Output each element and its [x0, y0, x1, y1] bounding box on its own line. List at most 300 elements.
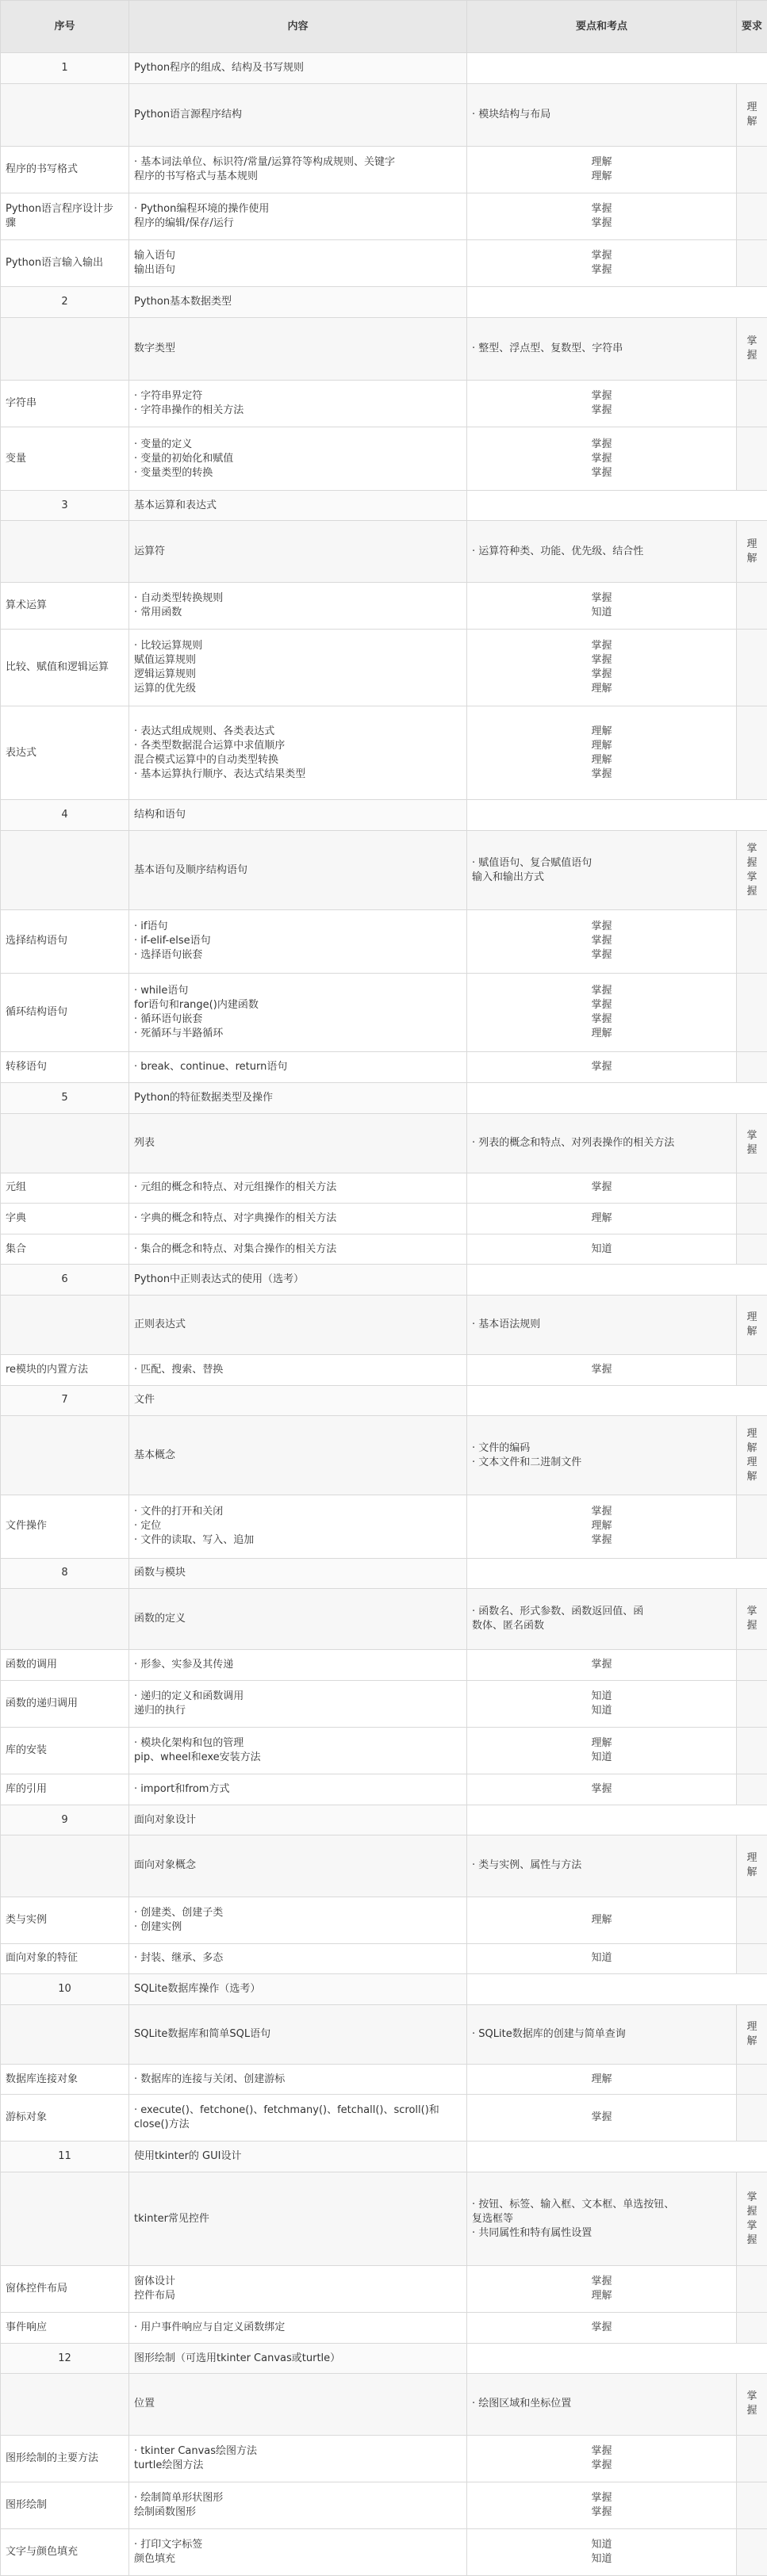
empty-cell — [1, 1296, 129, 1355]
empty-cell — [467, 53, 767, 84]
level-cell — [467, 1204, 737, 1234]
subtopic-name: 图形绘制 — [1, 2482, 129, 2528]
empty-cell — [467, 1974, 767, 2005]
requirement-cell — [737, 1113, 767, 1173]
topic-title: 运算符 — [129, 521, 467, 582]
subtopic-row — [1, 1495, 767, 1558]
topic-title: Python语言源程序结构 — [129, 83, 467, 146]
empty-cell — [737, 1495, 767, 1558]
empty-cell — [467, 2343, 767, 2374]
level-cell — [467, 2266, 737, 2313]
level-cell — [467, 1681, 737, 1728]
level-cell — [467, 1650, 737, 1681]
level-cell — [467, 2435, 737, 2482]
point-line: · 基本语法规则 — [472, 1318, 541, 1330]
syllabus-body — [1, 53, 767, 2576]
subtopic-name: 面向对象的特征 — [1, 1943, 129, 1974]
chapter-number: 6 — [1, 1265, 129, 1296]
level-text: 理解 — [591, 683, 612, 695]
level-text: 掌握 — [591, 1782, 612, 1795]
empty-cell — [737, 240, 767, 287]
subtopic-name: 循环结构语句 — [1, 973, 129, 1052]
level-text: 知道 — [591, 1705, 612, 1717]
level-text: 掌握 — [591, 1506, 612, 1518]
empty-cell — [467, 800, 767, 831]
empty-cell — [1, 2004, 129, 2064]
subtopic-row — [1, 2095, 767, 2142]
level-cell — [467, 582, 737, 629]
level-text: 掌握 — [591, 390, 612, 403]
requirement-cell — [737, 1835, 767, 1897]
level-text: 理解 — [591, 2290, 612, 2302]
point-line: · 基本运算执行顺序、表达式结果类型 — [134, 767, 306, 780]
point-line: · while语句 — [134, 984, 189, 997]
empty-cell — [737, 629, 767, 706]
subtopic-points — [129, 1681, 467, 1728]
level-cell — [467, 910, 737, 973]
level-text: 掌握 — [591, 1181, 612, 1194]
subtopic-points — [129, 2528, 467, 2575]
subtopic-points — [129, 1495, 467, 1558]
level-cell — [467, 2095, 737, 2142]
level-cell — [467, 2482, 737, 2528]
level-text: 掌握 — [591, 640, 612, 653]
topic-row — [1, 1296, 767, 1355]
point-line: · tkinter Canvas绘图方法 — [134, 2444, 258, 2457]
point-line: 赋值运算规则 — [134, 654, 197, 667]
empty-cell — [467, 1558, 767, 1589]
subtopic-points — [129, 1943, 467, 1974]
subtopic-name: 程序的书写格式 — [1, 147, 129, 193]
subtopic-row — [1, 1354, 767, 1385]
topic-row — [1, 2172, 767, 2266]
empty-cell — [737, 973, 767, 1052]
point-line: · 常用函数 — [134, 606, 182, 618]
empty-cell — [737, 1173, 767, 1204]
empty-cell — [737, 1650, 767, 1681]
level-text: 理解 — [591, 1027, 612, 1039]
empty-cell — [737, 1354, 767, 1385]
empty-cell — [737, 1774, 767, 1805]
requirement-cell — [737, 1416, 767, 1495]
subtopic-points — [129, 1774, 467, 1805]
subtopic-name: 事件响应 — [1, 2313, 129, 2344]
level-cell — [467, 2528, 737, 2575]
requirement-char: 握 — [746, 885, 757, 898]
chapter-title: Python的特征数据类型及操作 — [129, 1083, 467, 1114]
subtopic-row — [1, 629, 767, 706]
point-line: 窗体设计 — [134, 2276, 176, 2288]
topic-title: 正则表达式 — [129, 1296, 467, 1355]
subtopic-row — [1, 1728, 767, 1774]
point-line: · 创建实例 — [134, 1920, 182, 1933]
chapter-row — [1, 53, 767, 84]
level-text: 掌握 — [591, 2444, 612, 2457]
chapter-number: 4 — [1, 800, 129, 831]
header-points: 要点和考点 — [467, 1, 737, 53]
topic-points — [467, 317, 737, 380]
subtopic-row — [1, 582, 767, 629]
requirement-char: 握 — [746, 350, 757, 362]
subtopic-row — [1, 910, 767, 973]
level-cell — [467, 1774, 737, 1805]
level-cell — [467, 1173, 737, 1204]
point-line: 程序的编辑/保存/运行 — [134, 217, 234, 230]
point-line: · 选择语句嵌套 — [134, 949, 203, 962]
level-text: 掌握 — [591, 1363, 612, 1376]
level-cell — [467, 2064, 737, 2095]
requirement-char: 解 — [746, 1470, 757, 1483]
topic-title: 面向对象概念 — [129, 1835, 467, 1897]
subtopic-row — [1, 1943, 767, 1974]
level-text: 掌握 — [591, 250, 612, 262]
topic-title: SQLite数据库和简单SQL语句 — [129, 2004, 467, 2064]
point-line: · 文件的编码 — [472, 1441, 531, 1454]
point-line: 颜色填充 — [134, 2552, 176, 2565]
point-line: · 用户事件响应与自定义函数绑定 — [134, 2321, 286, 2333]
empty-cell — [737, 910, 767, 973]
level-text: 掌握 — [591, 767, 612, 780]
subtopic-points — [129, 2095, 467, 2142]
chapter-number: 8 — [1, 1558, 129, 1589]
subtopic-row — [1, 2435, 767, 2482]
level-cell — [467, 427, 737, 490]
subtopic-name: 比较、赋值和逻辑运算 — [1, 629, 129, 706]
requirement-cell — [737, 2004, 767, 2064]
requirement-char: 握 — [746, 2205, 757, 2218]
subtopic-points — [129, 629, 467, 706]
level-cell — [467, 240, 737, 287]
empty-cell — [467, 1385, 767, 1416]
level-text: 掌握 — [591, 2491, 612, 2504]
subtopic-name: 字典 — [1, 1204, 129, 1234]
point-line: · 文件的读取、写入、追加 — [134, 1534, 255, 1547]
empty-cell — [467, 2142, 767, 2172]
topic-points — [467, 1835, 737, 1897]
chapter-row — [1, 1974, 767, 2005]
level-text: 掌握 — [591, 1012, 612, 1025]
chapter-title: 使用tkinter的 GUI设计 — [129, 2142, 467, 2172]
point-line: · import和from方式 — [134, 1782, 230, 1795]
point-line: pip、wheel和exe安装方法 — [134, 1751, 261, 1764]
point-line: · 运算符种类、功能、优先级、结合性 — [472, 545, 644, 557]
chapter-row — [1, 2142, 767, 2172]
subtopic-row — [1, 1204, 767, 1234]
chapter-row — [1, 1805, 767, 1835]
point-line: · 循环语句嵌套 — [134, 1012, 203, 1025]
level-cell — [467, 706, 737, 800]
topic-points — [467, 2172, 737, 2266]
point-line: · break、continue、return语句 — [134, 1061, 288, 1074]
requirement-char: 解 — [746, 2034, 757, 2047]
chapter-number: 11 — [1, 2142, 129, 2172]
empty-cell — [737, 2095, 767, 2142]
point-line: · 函数名、形式参数、函数返回值、函 — [472, 1606, 644, 1618]
chapter-row — [1, 490, 767, 521]
requirement-cell — [737, 1589, 767, 1650]
header-index: 序号 — [1, 1, 129, 53]
point-line: · Python编程环境的操作使用 — [134, 203, 270, 216]
level-text: 掌握 — [591, 264, 612, 277]
requirement-char: 解 — [746, 1441, 757, 1454]
subtopic-name: Python语言输入输出 — [1, 240, 129, 287]
point-line: 绘制函数图形 — [134, 2505, 197, 2518]
level-text: 知道 — [591, 1751, 612, 1764]
point-line: · 元组的概念和特点、对元组操作的相关方法 — [134, 1181, 337, 1194]
empty-cell — [737, 706, 767, 800]
subtopic-points — [129, 240, 467, 287]
level-text: 知道 — [591, 606, 612, 618]
subtopic-points — [129, 1354, 467, 1385]
level-cell — [467, 1495, 737, 1558]
subtopic-points — [129, 706, 467, 800]
chapter-number: 9 — [1, 1805, 129, 1835]
requirement-char: 握 — [746, 2405, 757, 2417]
level-text: 理解 — [591, 156, 612, 169]
subtopic-row — [1, 1681, 767, 1728]
level-text: 掌握 — [591, 921, 612, 933]
topic-title: 位置 — [129, 2374, 467, 2435]
subtopic-row — [1, 2064, 767, 2095]
subtopic-points — [129, 1052, 467, 1083]
level-text: 掌握 — [591, 591, 612, 604]
requirement-cell — [737, 2172, 767, 2266]
header-requirement: 要求 — [737, 1, 767, 53]
empty-cell — [1, 1589, 129, 1650]
point-line: · 列表的概念和特点、对列表操作的相关方法 — [472, 1136, 675, 1149]
subtopic-row — [1, 427, 767, 490]
chapter-number: 3 — [1, 490, 129, 521]
chapter-row — [1, 1265, 767, 1296]
subtopic-name: 函数的递归调用 — [1, 1681, 129, 1728]
requirement-char: 掌 — [746, 2191, 757, 2203]
empty-cell — [1, 1835, 129, 1897]
point-line: · 绘制简单形状图形 — [134, 2491, 224, 2504]
empty-cell — [737, 2313, 767, 2344]
subtopic-points — [129, 381, 467, 427]
empty-cell — [467, 1083, 767, 1114]
point-line: 输入和输出方式 — [472, 871, 545, 883]
level-text: 掌握 — [591, 452, 612, 465]
requirement-char: 解 — [746, 552, 757, 565]
level-text: 掌握 — [591, 668, 612, 681]
subtopic-points — [129, 1897, 467, 1943]
point-line: · 定位 — [134, 1520, 162, 1533]
level-text: 掌握 — [591, 2459, 612, 2471]
point-line: · if语句 — [134, 921, 168, 933]
topic-title: 数字类型 — [129, 317, 467, 380]
chapter-number: 5 — [1, 1083, 129, 1114]
subtopic-name: 选择结构语句 — [1, 910, 129, 973]
subtopic-row — [1, 240, 767, 287]
point-line: · 变量类型的转换 — [134, 466, 213, 479]
subtopic-name: 库的引用 — [1, 1774, 129, 1805]
empty-cell — [737, 427, 767, 490]
point-line: · 模块结构与布局 — [472, 108, 551, 121]
level-text: 理解 — [591, 1211, 612, 1224]
chapter-row — [1, 2343, 767, 2374]
empty-cell — [737, 193, 767, 240]
level-cell — [467, 1943, 737, 1974]
level-text: 掌握 — [591, 2111, 612, 2124]
level-text: 掌握 — [591, 935, 612, 947]
level-text: 理解 — [591, 753, 612, 766]
chapter-title: 函数与模块 — [129, 1558, 467, 1589]
empty-cell — [737, 1897, 767, 1943]
level-text: 理解 — [591, 725, 612, 737]
subtopic-name: 数据库连接对象 — [1, 2064, 129, 2095]
requirement-char: 理 — [746, 101, 757, 113]
point-line: · 按钮、标签、输入框、文本框、单选按钮、 — [472, 2198, 675, 2210]
subtopic-name: 游标对象 — [1, 2095, 129, 2142]
point-line: · 递归的定义和函数调用 — [134, 1690, 244, 1703]
subtopic-row — [1, 1173, 767, 1204]
level-cell — [467, 1052, 737, 1083]
empty-cell — [1, 521, 129, 582]
chapter-title: Python程序的组成、结构及书写规则 — [129, 53, 467, 84]
level-cell — [467, 1354, 737, 1385]
requirement-char: 掌 — [746, 2219, 757, 2232]
empty-cell — [737, 2435, 767, 2482]
empty-cell — [1, 2374, 129, 2435]
empty-cell — [1, 831, 129, 910]
subtopic-name: 文件操作 — [1, 1495, 129, 1558]
requirement-cell — [737, 317, 767, 380]
point-line: · 共同属性和特有属性设置 — [472, 2226, 593, 2239]
point-line: · 打印文字标签 — [134, 2538, 203, 2551]
topic-title: 基本概念 — [129, 1416, 467, 1495]
empty-cell — [737, 381, 767, 427]
point-line: · 基本词法单位、标识符/常量/运算符等构成规则、关键字 — [134, 156, 396, 169]
requirement-cell — [737, 2374, 767, 2435]
header-content: 内容 — [129, 1, 467, 53]
empty-cell — [1, 1416, 129, 1495]
subtopic-name: 算术运算 — [1, 582, 129, 629]
topic-row — [1, 83, 767, 146]
empty-cell — [737, 1681, 767, 1728]
level-text: 知道 — [591, 2552, 612, 2565]
empty-cell — [737, 1943, 767, 1974]
level-text: 掌握 — [591, 984, 612, 997]
empty-cell — [737, 147, 767, 193]
requirement-char: 掌 — [746, 871, 757, 883]
subtopic-row — [1, 193, 767, 240]
point-line: · 赋值语句、复合赋值语句 — [472, 856, 593, 869]
point-line: · 创建类、创建子类 — [134, 1906, 224, 1919]
point-line: · execute()、fetchone()、fetchmany()、fetchall()、scroll()和 — [134, 2104, 439, 2117]
level-cell — [467, 1728, 737, 1774]
topic-row — [1, 1416, 767, 1495]
topic-title: 列表 — [129, 1113, 467, 1173]
point-line: · 绘图区域和坐标位置 — [472, 2398, 572, 2410]
requirement-char: 握 — [746, 856, 757, 869]
chapter-row — [1, 1083, 767, 1114]
level-text: 知道 — [591, 2538, 612, 2551]
level-text: 理解 — [591, 739, 612, 752]
subtopic-name: 元组 — [1, 1173, 129, 1204]
level-cell — [467, 193, 737, 240]
empty-cell — [467, 287, 767, 318]
subtopic-points — [129, 1204, 467, 1234]
subtopic-points — [129, 2482, 467, 2528]
chapter-number: 10 — [1, 1974, 129, 2005]
requirement-char: 掌 — [746, 842, 757, 855]
chapter-title: 文件 — [129, 1385, 467, 1416]
point-line: 数体、匿名函数 — [472, 1620, 545, 1632]
subtopic-points — [129, 427, 467, 490]
subtopic-row — [1, 973, 767, 1052]
subtopic-row — [1, 2482, 767, 2528]
level-text: 掌握 — [591, 949, 612, 962]
point-line: · 字符串界定符 — [134, 390, 203, 403]
subtopic-points — [129, 973, 467, 1052]
topic-row — [1, 1113, 767, 1173]
requirement-char: 理 — [746, 538, 757, 550]
topic-points — [467, 83, 737, 146]
requirement-cell — [737, 83, 767, 146]
subtopic-row — [1, 2266, 767, 2313]
subtopic-name: 图形绘制的主要方法 — [1, 2435, 129, 2482]
level-text: 掌握 — [591, 217, 612, 230]
chapter-number: 12 — [1, 2343, 129, 2374]
empty-cell — [737, 2528, 767, 2575]
subtopic-name: 库的安装 — [1, 1728, 129, 1774]
empty-cell — [737, 1204, 767, 1234]
empty-cell — [1, 2172, 129, 2266]
point-line: · 表达式组成规则、各类表达式 — [134, 725, 275, 737]
point-line: close()方法 — [134, 2119, 190, 2131]
point-line: · 集合的概念和特点、对集合操作的相关方法 — [134, 1242, 337, 1255]
topic-points — [467, 2004, 737, 2064]
empty-cell — [1, 83, 129, 146]
point-line: · 变量的定义 — [134, 438, 193, 450]
subtopic-row — [1, 2528, 767, 2575]
level-cell — [467, 1897, 737, 1943]
chapter-title: 基本运算和表达式 — [129, 490, 467, 521]
chapter-number: 2 — [1, 287, 129, 318]
level-text: 理解 — [591, 170, 612, 183]
requirement-char: 理 — [746, 1456, 757, 1468]
chapter-title: SQLite数据库操作（选考） — [129, 1974, 467, 2005]
empty-cell — [737, 1234, 767, 1265]
subtopic-name: 集合 — [1, 1234, 129, 1265]
chapter-number: 1 — [1, 53, 129, 84]
level-cell — [467, 147, 737, 193]
subtopic-points — [129, 2064, 467, 2095]
level-text: 掌握 — [591, 203, 612, 216]
point-line: turtle绘图方法 — [134, 2459, 204, 2471]
point-line: · 字符串操作的相关方法 — [134, 404, 244, 417]
subtopic-row — [1, 1897, 767, 1943]
point-line: 运算的优先级 — [134, 683, 197, 695]
point-line: · SQLite数据库的创建与简单查询 — [472, 2027, 626, 2040]
requirement-cell — [737, 1296, 767, 1355]
point-line: 逻辑运算规则 — [134, 668, 197, 681]
level-cell — [467, 629, 737, 706]
point-line: 输入语句 — [134, 250, 176, 262]
topic-title: 基本语句及顺序结构语句 — [129, 831, 467, 910]
topic-row — [1, 2004, 767, 2064]
level-cell — [467, 381, 737, 427]
subtopic-points — [129, 1234, 467, 1265]
topic-row — [1, 317, 767, 380]
topic-row — [1, 521, 767, 582]
topic-title: 函数的定义 — [129, 1589, 467, 1650]
subtopic-row — [1, 706, 767, 800]
chapter-title: 面向对象设计 — [129, 1805, 467, 1835]
subtopic-points — [129, 1728, 467, 1774]
topic-title: tkinter常见控件 — [129, 2172, 467, 2266]
